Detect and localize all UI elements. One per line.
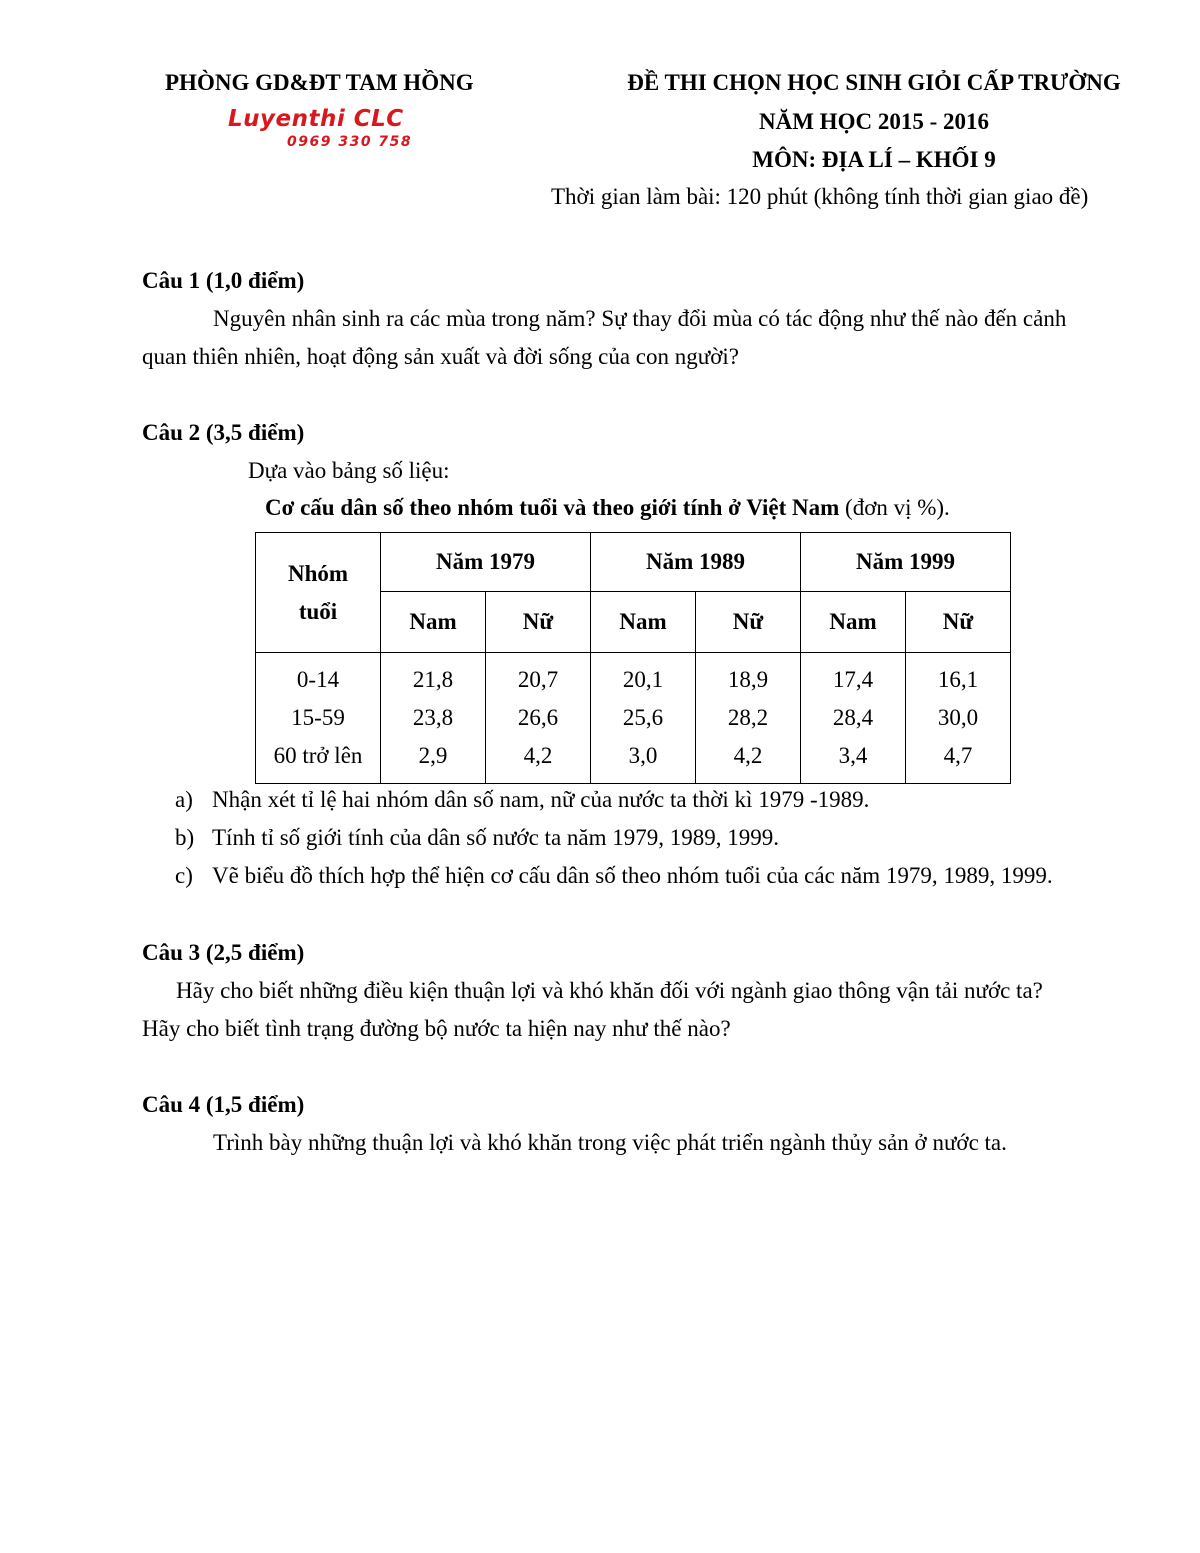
table-cell: 21,8 [412,667,454,692]
table-cell: 4,7 [943,743,973,768]
value-column [486,653,591,784]
question-4-title: Câu 4 (1,5 điểm) [142,1092,305,1117]
value-column [696,653,801,784]
question-2-item-c: c) Vẽ biểu đồ thích hợp thể hiện cơ cấu dân số theo nhóm tuổi của các năm 1979, 1989, 1999. [175,863,1053,888]
table-cell: 18,9 [727,667,769,692]
exam-title: ĐỀ THI CHỌN HỌC SINH GIỎI CẤP TRƯỜNG [627,70,1121,95]
question-1-line-2: quan thiên nhiên, hoạt động sản xuất và đời sống của con người? [142,344,739,369]
table-cell: 23,8 [412,705,454,730]
male-header: Nam [591,592,696,653]
year-header: Năm 1999 [801,533,1011,592]
logo-phone: 0969 330 758 [287,134,413,150]
table-cell: 4,2 [733,743,763,768]
female-header: Nữ [906,592,1011,653]
question-4-line-1: Trình bày những thuận lợi và khó khăn trong việc phát triển ngành thủy sản ở nước ta. [213,1130,1007,1155]
value-column [906,653,1011,784]
table-cell: 20,7 [517,667,559,692]
school-year: NĂM HỌC 2015 - 2016 [759,109,989,134]
table-cell: 60 trở lên [273,743,363,768]
table-cell: 26,6 [517,705,559,730]
question-2-title: Câu 2 (3,5 điểm) [142,420,305,445]
question-1-title: Câu 1 (1,0 điểm) [142,268,305,293]
question-3-title: Câu 3 (2,5 điểm) [142,940,305,965]
table-cell: 16,1 [937,667,979,692]
year-header: Năm 1989 [591,533,801,592]
table-cell: 25,6 [622,705,664,730]
table-cell: 28,2 [727,705,769,730]
table-cell: 20,1 [622,667,664,692]
subject: MÔN: ĐỊA LÍ – KHỐI 9 [752,147,996,172]
question-3-line-1: Hãy cho biết những điều kiện thuận lợi và khó khăn đối với ngành giao thông vận tải nước ta? [176,978,1043,1003]
question-2-intro: Dựa vào bảng số liệu: [248,458,450,483]
year-header: Năm 1979 [381,533,591,592]
value-column [801,653,906,784]
table-caption-unit: (đơn vị %). [839,495,950,520]
department-name: PHÒNG GD&ĐT TAM HỒNG [165,70,474,95]
table-cell: 2,9 [418,743,448,768]
table-cell: 30,0 [937,705,979,730]
male-header: Nam [381,592,486,653]
table-cell: 28,4 [832,705,874,730]
question-1-line-1: Nguyên nhân sinh ra các mùa trong năm? Sự thay đổi mùa có tác động như thế nào đến cảnh [213,306,1067,331]
value-column [381,653,486,784]
table-cell: 15-59 [291,705,345,730]
age-group-header: Nhóm tuổi [256,533,381,653]
value-column [591,653,696,784]
question-3-line-2: Hãy cho biết tình trạng đường bộ nước ta hiện nay như thế nào? [142,1016,731,1041]
female-header: Nữ [696,592,801,653]
table-caption [265,495,950,521]
male-header: Nam [801,592,906,653]
table-cell: 17,4 [832,667,874,692]
table-cell: 0-14 [296,667,340,692]
female-header: Nữ [486,592,591,653]
table-caption-title: Cơ cấu dân số theo nhóm tuổi và theo giới tính ở Việt Nam [265,495,840,520]
population-table [255,532,1011,784]
table-cell: 3,0 [628,743,658,768]
question-2-item-b: b) Tính tỉ số giới tính của dân số nước ta năm 1979, 1989, 1999. [175,825,780,850]
logo-text: Luyenthi CLC [228,106,404,132]
table-cell: 3,4 [838,743,868,768]
question-2-item-a: a) Nhận xét tỉ lệ hai nhóm dân số nam, nữ của nước ta thời kì 1979 -1989. [175,787,870,812]
table-cell: 4,2 [523,743,553,768]
duration: Thời gian làm bài: 120 phút (không tính thời gian giao đề) [551,184,1089,209]
age-group-column [256,653,381,784]
